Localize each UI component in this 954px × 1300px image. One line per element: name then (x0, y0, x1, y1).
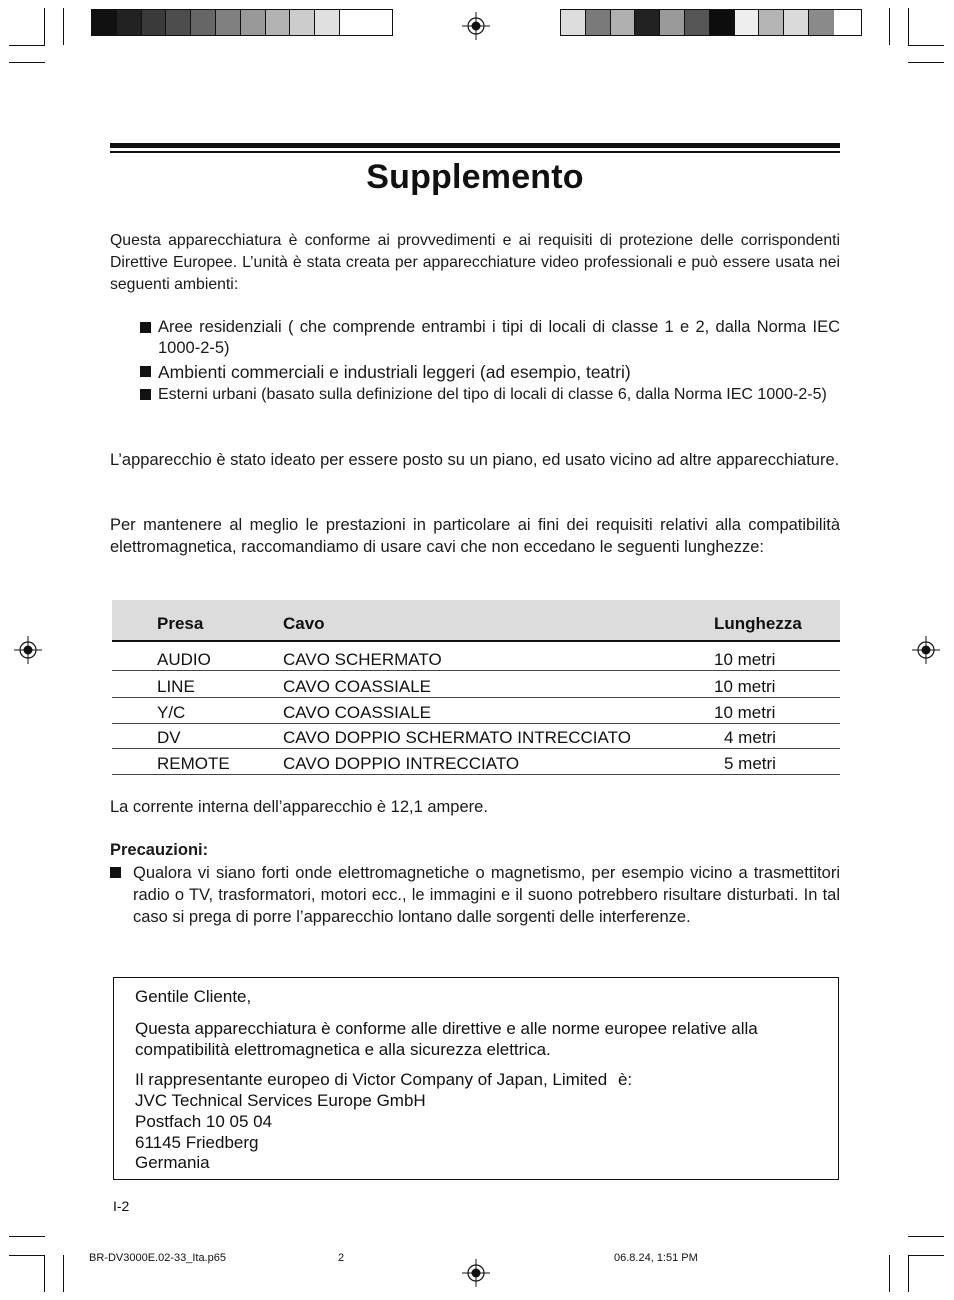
list-item: Esterni urbani (basato sulla definizione del tipo di locali di classe 6, dalla Norma IEC 1000-2-5) (140, 384, 840, 405)
crop-mark (9, 45, 45, 46)
list-item: Qualora vi siano forti onde elettromagnetiche o magnetismo, per esempio vicino a trasmettitori radio o TV, trasformatori, motori ecc., le immagini e il suono potrebbero risultare disturbati. In tal caso si prega di porre l’apparecchio lontano dalle sorgenti delle interferenze. (110, 862, 840, 928)
crop-mark (908, 62, 944, 63)
address-line: Postfach 10 05 04 (135, 1112, 273, 1131)
color-patch (266, 10, 291, 35)
notice-representative: Il rappresentante europeo di Victor Company of Japan, Limited è: (135, 1070, 633, 1089)
crop-mark (889, 8, 890, 45)
bullet-square-icon (110, 867, 121, 878)
placement-paragraph: L’apparecchio è stato ideato per essere posto su un piano, ed usato vicino ad altre apparecchiature. (110, 451, 840, 469)
column-header-socket: Presa (157, 614, 204, 633)
color-patch (315, 10, 340, 35)
crop-mark (889, 1255, 890, 1292)
table-header (112, 600, 840, 642)
header-rule-thin (110, 151, 840, 153)
page-number: I-2 (113, 1198, 130, 1214)
bullet-square-icon (140, 322, 151, 333)
color-patch (660, 10, 685, 35)
registration-mark-icon (14, 636, 42, 664)
table-row: LINE CAVO COASSIALE 10 metri (112, 672, 840, 698)
color-patch (809, 10, 834, 35)
address-line: JVC Technical Services Europe GmbH (135, 1091, 426, 1110)
color-calibration-bar-right (560, 9, 862, 36)
page-title: Supplemento (366, 158, 584, 196)
crop-mark (63, 1255, 64, 1292)
table-row: DV CAVO DOPPIO SCHERMATO INTRECCIATO 4 metri (112, 723, 840, 749)
intro-paragraph: Questa apparecchiatura è conforme ai provvedimenti e ai requisiti di protezione delle corrispondenti Direttive Europee. L’unità è stata creata per apparecchiature video professionali e può essere usata nei seguenti ambienti: (110, 232, 840, 293)
precautions-title: Precauzioni: (110, 841, 209, 859)
color-patch (340, 10, 365, 35)
color-patch (92, 10, 117, 35)
crop-mark (908, 1255, 944, 1256)
color-patch (611, 10, 636, 35)
registration-mark-icon (462, 12, 490, 40)
precautions-list (110, 862, 840, 928)
color-patch (710, 10, 735, 35)
table-row: AUDIO CAVO SCHERMATO 10 metri (112, 645, 840, 671)
crop-mark (908, 1236, 944, 1237)
print-page-number: 2 (338, 1252, 345, 1264)
print-timestamp: 06.8.24, 1:51 PM (614, 1252, 698, 1264)
crop-mark (44, 8, 45, 45)
crop-mark (9, 1236, 45, 1237)
color-patch (166, 10, 191, 35)
color-patch (759, 10, 784, 35)
environment-list (140, 317, 840, 405)
color-patch (216, 10, 241, 35)
address-line: Germania (135, 1153, 210, 1172)
customer-notice-box (113, 977, 839, 1180)
crop-mark (908, 8, 909, 45)
column-header-length: Lunghezza (714, 614, 802, 633)
color-patch (561, 10, 586, 35)
notice-body: Questa apparecchiatura è conforme alle direttive e alle norme europee relative alla compatibilità elettromagnetica e alla sicurezza elettrica. (135, 1019, 758, 1059)
address-line: 61145 Friedberg (135, 1133, 259, 1152)
table-row: REMOTE CAVO DOPPIO INTRECCIATO 5 metri (112, 749, 840, 775)
color-patch (290, 10, 315, 35)
crop-mark (44, 1255, 45, 1292)
current-note: La corrente interna dell’apparecchio è 12,1 ampere. (110, 798, 488, 816)
bullet-square-icon (140, 366, 151, 377)
color-patch (142, 10, 167, 35)
registration-mark-icon (462, 1259, 490, 1287)
crop-mark (9, 1255, 45, 1256)
color-patch (586, 10, 611, 35)
color-patch (685, 10, 710, 35)
cable-note-paragraph: Per mantenere al meglio le prestazioni in particolare ai fini dei requisiti relativi alla compatibilità elettromagnetica, raccomandiamo di usare cavi che non eccedano le seguenti lunghezze: (110, 516, 840, 556)
crop-mark (63, 8, 64, 45)
list-item: Aree residenziali ( che comprende entrambi i tipi di locali di classe 1 e 2, dalla Norma IEC 1000-2-5) (140, 317, 840, 359)
color-patch (735, 10, 760, 35)
bullet-square-icon (140, 389, 151, 400)
print-file-name: BR-DV3000E.02-33_Ita.p65 (89, 1252, 226, 1264)
crop-mark (908, 1255, 909, 1292)
crop-mark (9, 62, 45, 63)
registration-mark-icon (912, 636, 940, 664)
header-rule-thick (110, 143, 840, 148)
color-patch (117, 10, 142, 35)
color-patch (191, 10, 216, 35)
column-header-cable: Cavo (283, 614, 325, 633)
color-calibration-bar-left (91, 9, 393, 36)
color-patch (241, 10, 266, 35)
color-patch (635, 10, 660, 35)
notice-greeting: Gentile Cliente, (135, 987, 252, 1006)
table-row: Y/C CAVO COASSIALE 10 metri (112, 698, 840, 724)
list-item: Ambienti commerciali e industriali leggeri (ad esempio, teatri) (140, 361, 840, 383)
color-patch (784, 10, 809, 35)
crop-mark (908, 45, 944, 46)
